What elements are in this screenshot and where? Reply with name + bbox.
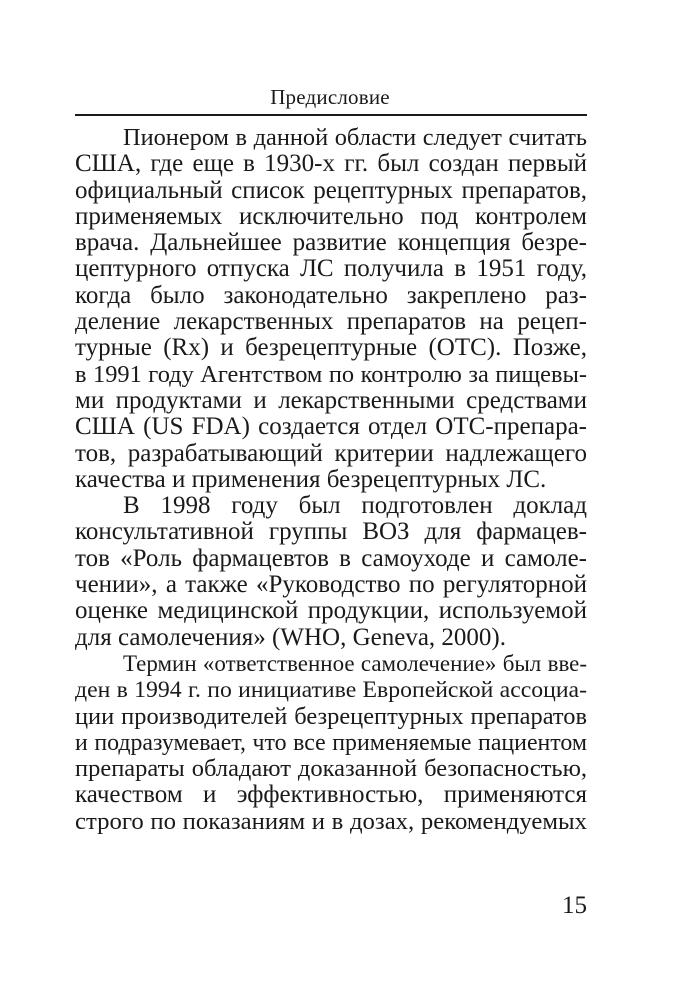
- text-line: тов, разрабатывающий критерии надлежащего: [75, 439, 587, 467]
- paragraph-3: [75, 651, 587, 835]
- text-line: когда было законодательно закреплено раз-: [75, 281, 587, 309]
- text-line: официальный список рецептурных препаратов,: [75, 176, 587, 204]
- text-line: ции производителей безрецептурных препаратов: [75, 702, 587, 730]
- text-line: Термин «ответственное самолечение» был вве-: [123, 650, 587, 676]
- text-line: строго по показаниям и в дозах, рекомендуемых: [75, 807, 587, 835]
- text-line: В 1998 году был подготовлен доклад: [123, 492, 587, 520]
- text-line: и подразумевает, что все применяемые пациентом: [75, 729, 587, 756]
- text-line: турные (Rx) и безрецептурные (ОТС). Позже,: [75, 334, 587, 362]
- text-line: консультативной группы ВОЗ для фармацев-: [75, 518, 587, 546]
- text-line: применяемых исключительно под контролем: [75, 202, 587, 230]
- text-line: в 1991 году Агентством по контролю за пищевы-: [75, 360, 587, 388]
- text-line: ми продуктами и лекарственными средствами: [75, 386, 587, 414]
- text-line: качеством и эффективностью, применяются: [75, 781, 587, 809]
- body-text: [75, 125, 587, 835]
- text-line: тов «Роль фармацевтов в самоуходе и самоле-: [75, 544, 587, 572]
- text-line: цептурного отпуска ЛС получила в 1951 году,: [75, 255, 587, 283]
- text-line: Пионером в данной области следует считать: [123, 124, 587, 151]
- running-head: Предисловие: [270, 85, 390, 109]
- header-rule: [75, 114, 587, 116]
- text-line: оценке медицинской продукции, используемой: [75, 597, 587, 625]
- text-line: врача. Дальнейшее развитие концепция безре-: [75, 229, 587, 257]
- text-line: препараты обладают доказанной безопасностью,: [75, 755, 587, 783]
- text-line: США (US FDA) создается отдел ОТС-препара-: [75, 413, 587, 441]
- text-line: ден в 1994 г. по инициативе Европейской ассоциа-: [75, 677, 587, 704]
- text-line: чении», а также «Руководство по регуляторной: [75, 571, 587, 599]
- page-number: 15: [562, 892, 587, 919]
- paragraph-2: [75, 493, 587, 651]
- text-line: США, где еще в 1930-х гг. был создан первый: [75, 150, 587, 178]
- text-line: качества и применения безрецептурных ЛС.: [75, 465, 547, 493]
- text-line: для самолечения» (WHO, Geneva, 2000).: [75, 623, 507, 651]
- text-line: деление лекарственных препаратов на рецеп-: [75, 308, 587, 336]
- paragraph-1: [75, 125, 587, 493]
